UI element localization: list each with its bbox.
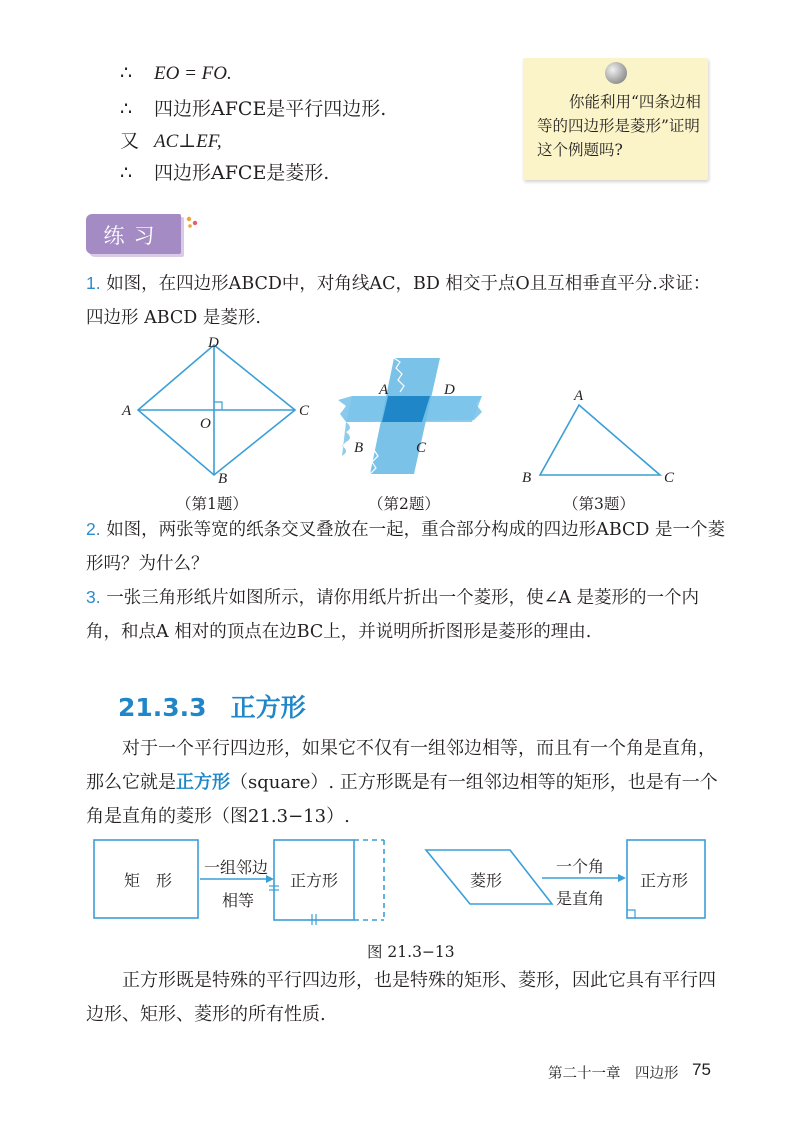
therefore-symbol: ∴	[120, 162, 133, 184]
figure-1-rhombus	[118, 335, 328, 485]
practice-label-text: 练习	[103, 224, 164, 248]
label-c: C	[299, 403, 310, 419]
exercise-1	[86, 266, 726, 335]
paragraph-text: （square）. 正方形既是有一组邻边相等的矩形，也是有一个角是直角的菱形（图21.3−13）.	[86, 772, 718, 827]
label-d: D	[444, 382, 455, 398]
proof-text: 四边形AFCE是菱形.	[154, 162, 330, 184]
label-b: B	[354, 440, 364, 456]
exercise-2	[86, 512, 726, 581]
figure-caption: 图 21.3−13	[367, 943, 455, 961]
proof-line-3	[120, 126, 222, 153]
section-number: 21.3.3	[118, 693, 207, 722]
label-c: C	[664, 470, 675, 486]
therefore-symbol: ∴	[120, 98, 133, 120]
proof-text: AC⊥EF,	[154, 131, 222, 152]
page-number: 75	[692, 1060, 711, 1079]
section-heading	[118, 688, 306, 724]
proof-line-4	[120, 158, 329, 185]
section-title: 正方形	[230, 693, 306, 722]
sparkle-dots-icon	[184, 214, 204, 234]
label-d: D	[208, 335, 219, 351]
arrow-condition-top: 一个角	[556, 857, 605, 876]
figure-2-crossed-strips	[332, 348, 487, 480]
proof-text: 四边形AFCE是平行四边形.	[154, 98, 387, 120]
paragraph-text: 正方形既是特殊的平行四边形，也是特殊的矩形、菱形，因此它具有平行四边形、矩形、菱形的所有性质.	[86, 970, 716, 1025]
chapter-footer: 第二十一章 四边形	[548, 1066, 679, 1082]
rectangle-label: 矩 形	[124, 871, 173, 890]
proof-text: EO = FO.	[154, 63, 232, 84]
sticky-note-text: 你能利用“四条边相等的四边形是菱形”证明这个例题吗?	[537, 93, 701, 159]
label-b: B	[218, 471, 228, 485]
definition-paragraph	[86, 732, 722, 834]
exercise-text: 如图，两张等宽的纸条交叉叠放在一起，重合部分构成的四边形ABCD 是一个菱形吗？为什么？	[86, 520, 725, 574]
exercise-number: 1.	[86, 273, 101, 293]
figure-2-caption: （第2题）	[368, 495, 440, 513]
term-square: 正方形	[176, 772, 230, 793]
rhombus-label: 菱形	[470, 871, 503, 890]
square-label: 正方形	[640, 871, 689, 890]
sticky-note	[523, 58, 708, 180]
arrow-condition-bottom: 是直角	[556, 889, 605, 908]
label-a: A	[122, 403, 132, 419]
properties-paragraph	[86, 964, 722, 1032]
also-symbol: 又	[120, 130, 140, 152]
figure-3-triangle	[512, 385, 692, 490]
arrow-condition-bottom: 相等	[222, 891, 255, 910]
exercise-3	[86, 580, 726, 649]
square-label: 正方形	[290, 871, 339, 890]
arrow-condition-top: 一组邻边	[204, 858, 269, 877]
proof-line-2	[120, 94, 386, 121]
pushpin-icon	[605, 62, 627, 84]
exercise-text: 如图，在四边形ABCD中，对角线AC，BD 相交于点O且互相垂直平分.求证：四边形 ABCD 是菱形.	[86, 274, 711, 328]
proof-line-1	[120, 62, 232, 85]
practice-label	[86, 214, 181, 254]
label-b: B	[522, 470, 532, 486]
paragraph-text: 对于一个平行四边形，如果它不仅有一组邻边相等，而且有一个角是直角，那么它就是	[86, 738, 716, 793]
label-c: C	[416, 440, 427, 456]
exercise-number: 2.	[86, 519, 101, 539]
figure-3-caption: （第3题）	[563, 495, 635, 513]
figure-1-caption: （第1题）	[176, 495, 248, 513]
label-o: O	[200, 416, 211, 432]
label-a: A	[379, 382, 389, 398]
figure-21-3-13-diagram	[90, 834, 720, 934]
label-a: A	[574, 388, 584, 404]
exercise-number: 3.	[86, 587, 101, 607]
exercise-text: 一张三角形纸片如图所示，请你用纸片折出一个菱形，使∠A 是菱形的一个内角，和点A 相对的顶点在边BC上，并说明所折图形是菱形的理由.	[86, 588, 700, 642]
therefore-symbol: ∴	[120, 62, 133, 84]
